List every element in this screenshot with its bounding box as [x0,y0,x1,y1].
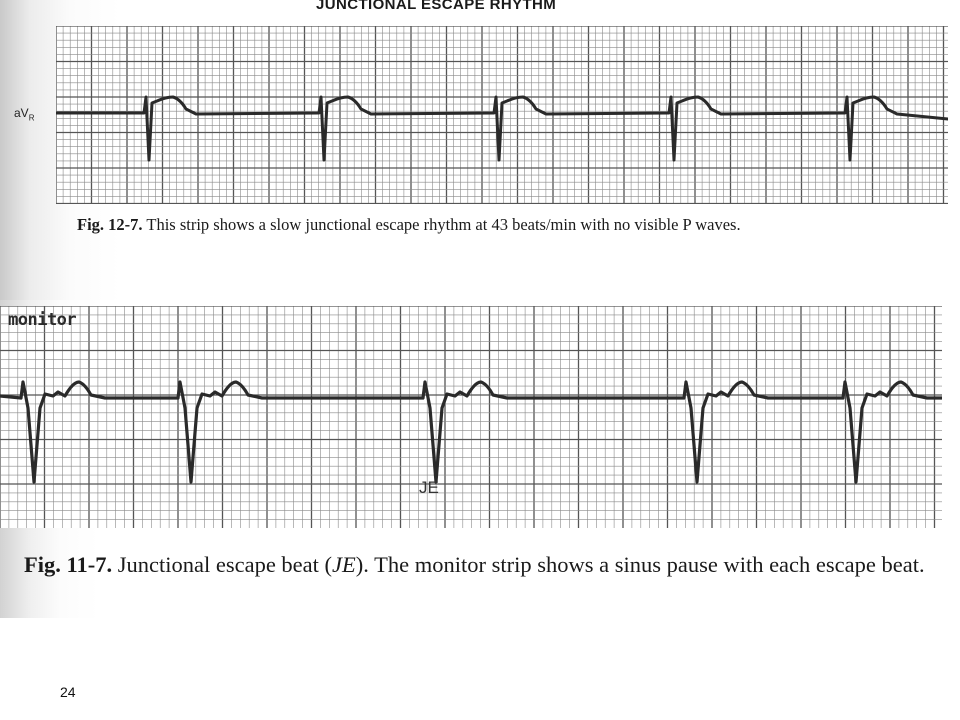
caption-text-before: Junctional escape beat ( [117,552,333,577]
page-number: 24 [60,684,76,700]
figure-caption-12-7 [77,214,907,235]
page-title: JUNCTIONAL ESCAPE RHYTHM [316,0,557,13]
caption-abbrev: JE [332,552,356,577]
figure-caption-11-7 [24,550,934,580]
figure-number: Fig. 12-7. [77,215,143,234]
ecg-strip-avr [56,26,948,204]
strip-label-monitor: monitor [8,310,77,330]
ecg-strip-monitor [0,306,942,528]
caption-text: This strip shows a slow junctional escape rhythm at 43 beats/min with no visible P waves. [146,215,741,234]
caption-text-after: ). The monitor strip shows a sinus pause with each escape beat. [355,552,925,577]
beat-annotation-je: JE [419,478,439,497]
lead-label-avr: $aV_R$ [14,106,35,123]
figure-number: Fig. 11-7. [24,552,113,577]
